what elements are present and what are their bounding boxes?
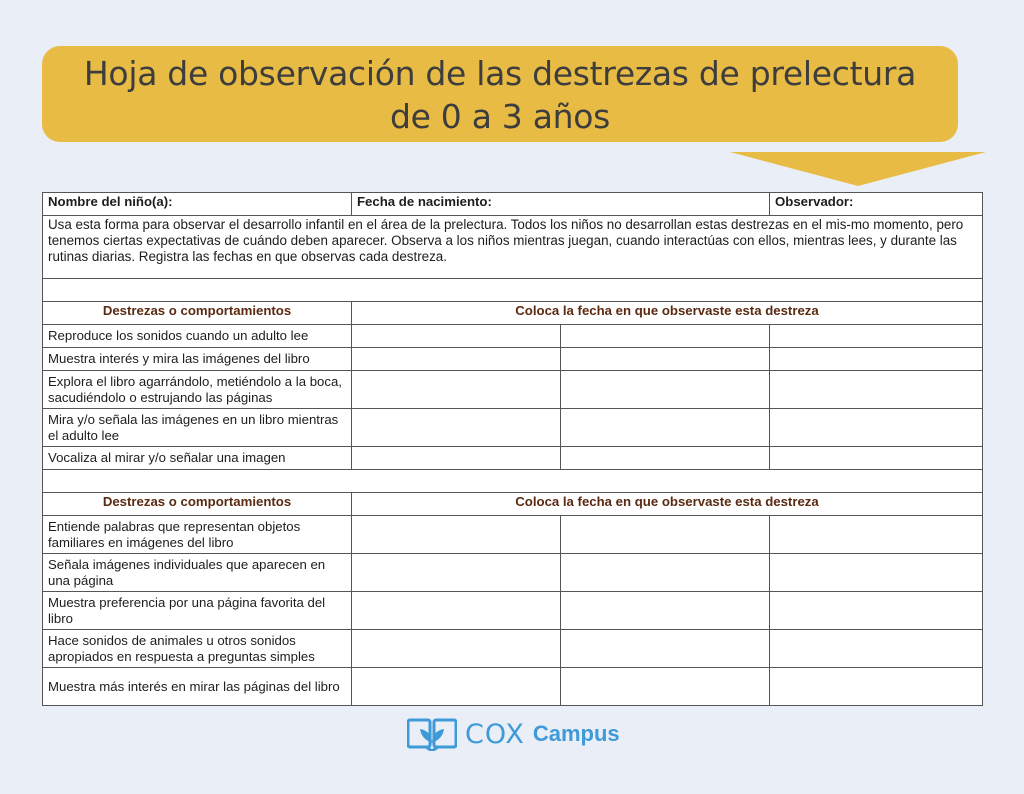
- date-cell[interactable]: [770, 516, 983, 554]
- logo-product: Campus: [532, 721, 620, 746]
- date-cell[interactable]: [561, 371, 770, 409]
- date-cell[interactable]: [561, 630, 770, 668]
- date-cell[interactable]: [561, 409, 770, 447]
- date-cell[interactable]: [770, 554, 983, 592]
- date-cell[interactable]: [352, 447, 561, 470]
- date-cell[interactable]: [561, 554, 770, 592]
- title-line-2: de 0 a 3 años: [389, 97, 611, 136]
- date-cell[interactable]: [352, 516, 561, 554]
- date-cell[interactable]: [770, 592, 983, 630]
- skill-label: Hace sonidos de animales u otros sonidos apropiados en respuesta a preguntas simples: [43, 630, 352, 668]
- banner-arrow: [730, 138, 986, 186]
- header-row: [43, 193, 983, 216]
- date-cell[interactable]: [352, 409, 561, 447]
- date-cell[interactable]: [561, 325, 770, 348]
- table-row: [43, 371, 983, 409]
- column-header-row: [43, 493, 983, 516]
- table-row: [43, 592, 983, 630]
- table-row: [43, 554, 983, 592]
- skill-label: Mira y/o señala las imágenes en un libro mientras el adulto lee: [43, 409, 352, 447]
- date-cell[interactable]: [770, 668, 983, 706]
- date-cell[interactable]: [770, 348, 983, 371]
- child-name-field[interactable]: Nombre del niño(a):: [43, 193, 352, 216]
- table-row: [43, 348, 983, 371]
- intro-row: [43, 216, 983, 279]
- date-cell[interactable]: [352, 325, 561, 348]
- table-row: [43, 409, 983, 447]
- title-line-1: Hoja de observación de las destrezas de prelectura: [83, 54, 917, 93]
- date-cell[interactable]: [561, 348, 770, 371]
- birth-date-field[interactable]: Fecha de nacimiento:: [352, 193, 770, 216]
- section-title: Destrezas de prelectura en bebés de 0 a 8 meses: [43, 279, 983, 302]
- date-cell[interactable]: [352, 630, 561, 668]
- date-cell[interactable]: [561, 516, 770, 554]
- intro-text: Usa esta forma para observar el desarrollo infantil en el área de la prelectura. Todos los niños no desarrollan estas destrezas en el mis-mo momento, pero tenemos ciertas expectativas de cuándo deben aparecer. Observa a los niños mientras juegan, cuando interactúas con ellos, mientras lees, y durante las rutinas diarias. Registra las fechas en que observas cada destreza.: [43, 216, 983, 279]
- date-cell[interactable]: [770, 325, 983, 348]
- cox-campus-logo: [407, 716, 620, 752]
- skill-label: Señala imágenes individuales que aparecen en una página: [43, 554, 352, 592]
- skill-label: Explora el libro agarrándolo, metiéndolo a la boca, sacudiéndolo o estrujando las páginas: [43, 371, 352, 409]
- skill-label: Entiende palabras que representan objetos familiares en imágenes del libro: [43, 516, 352, 554]
- table-row: [43, 516, 983, 554]
- column-header-row: [43, 302, 983, 325]
- skill-label: Vocaliza al mirar y/o señalar una imagen: [43, 447, 352, 470]
- section-header: [43, 279, 983, 302]
- date-cell[interactable]: [770, 409, 983, 447]
- table-row: [43, 668, 983, 706]
- table-row: [43, 447, 983, 470]
- column-header-skills: Destrezas o comportamientos: [43, 493, 352, 516]
- section-header: [43, 470, 983, 493]
- skill-label: Muestra preferencia por una página favorita del libro: [43, 592, 352, 630]
- column-header-skills: Destrezas o comportamientos: [43, 302, 352, 325]
- date-cell[interactable]: [352, 554, 561, 592]
- column-header-dates: Coloca la fecha en que observaste esta destreza: [352, 493, 983, 516]
- table-row: [43, 325, 983, 348]
- date-cell[interactable]: [770, 371, 983, 409]
- date-cell[interactable]: [770, 447, 983, 470]
- date-cell[interactable]: [352, 371, 561, 409]
- skill-label: Muestra más interés en mirar las páginas del libro: [43, 668, 352, 706]
- date-cell[interactable]: [352, 592, 561, 630]
- observation-sheet: [42, 192, 983, 706]
- date-cell[interactable]: [352, 348, 561, 371]
- logo-brand: COX: [465, 718, 525, 750]
- date-cell[interactable]: [352, 668, 561, 706]
- section-title: Destrezas de prelectura en bebés de 9 a 12 meses: [43, 470, 983, 493]
- date-cell[interactable]: [561, 592, 770, 630]
- page-title: [70, 52, 930, 138]
- table-row: [43, 630, 983, 668]
- skill-label: Reproduce los sonidos cuando un adulto lee: [43, 325, 352, 348]
- column-header-dates: Coloca la fecha en que observaste esta destreza: [352, 302, 983, 325]
- date-cell[interactable]: [770, 630, 983, 668]
- date-cell[interactable]: [561, 668, 770, 706]
- skill-label: Muestra interés y mira las imágenes del libro: [43, 348, 352, 371]
- observer-field[interactable]: Observador:: [770, 193, 983, 216]
- date-cell[interactable]: [561, 447, 770, 470]
- open-book-icon: [407, 717, 457, 751]
